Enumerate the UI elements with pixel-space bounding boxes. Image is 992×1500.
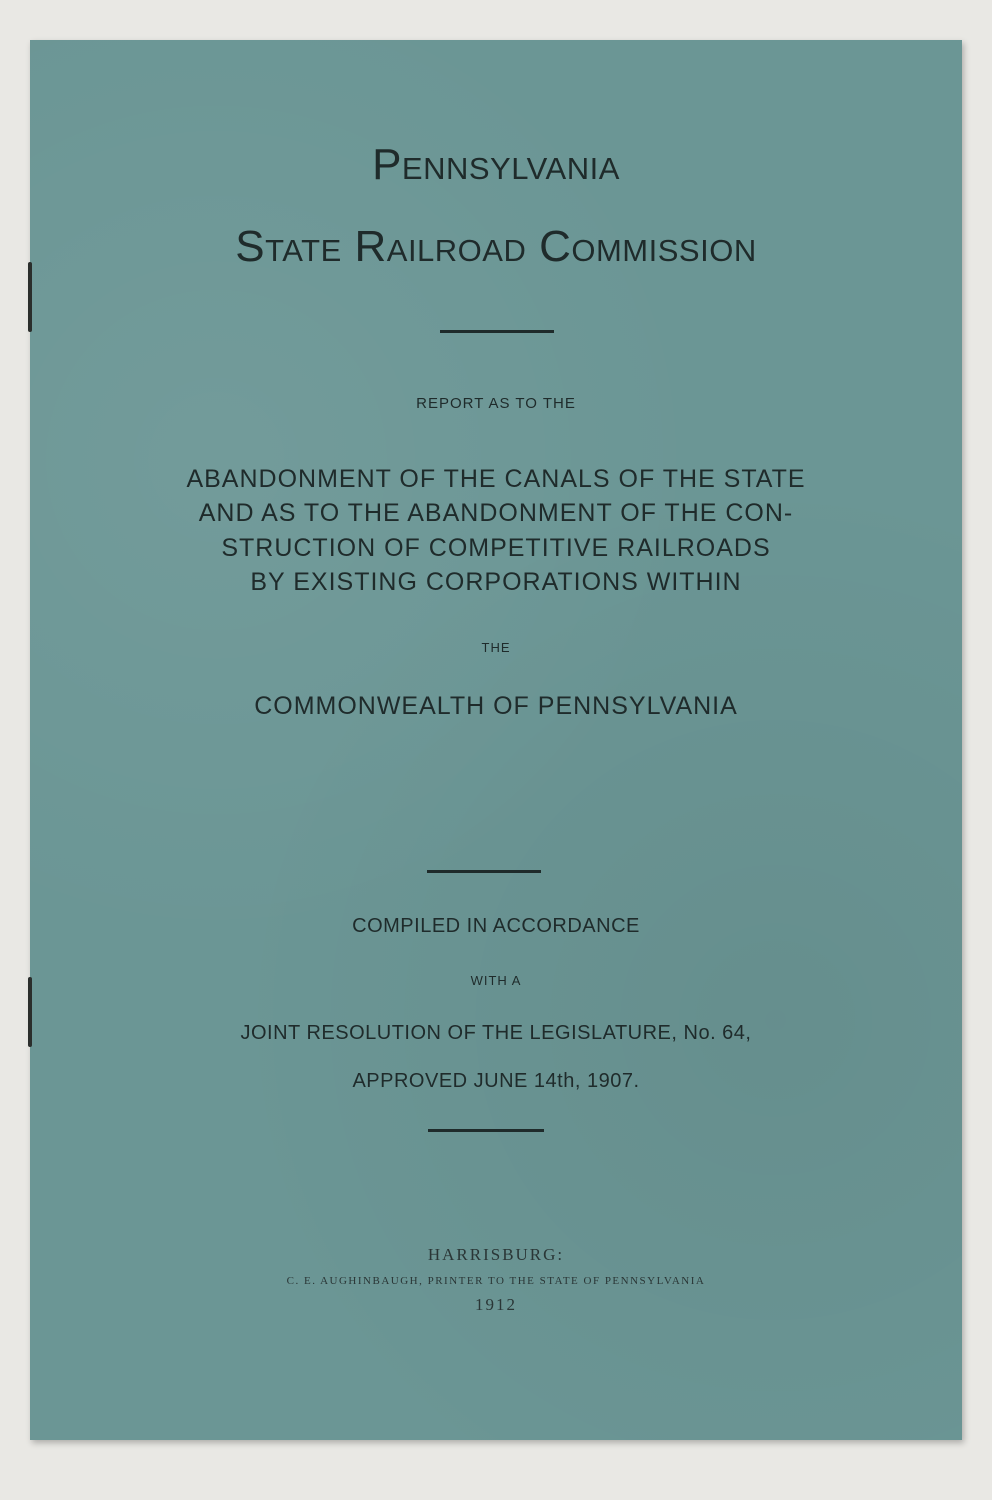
imprint-printer: C. E. AUGHINBAUGH, PRINTER TO THE STATE OF PENNSYLVANIA bbox=[286, 1275, 706, 1287]
with-a-line: WITH A bbox=[470, 973, 522, 988]
title-line-1: Pennsylvania bbox=[372, 140, 620, 189]
divider-rule-2 bbox=[427, 870, 541, 873]
resolution-line: JOINT RESOLUTION OF THE LEGISLATURE, No. 64, bbox=[240, 1022, 752, 1044]
the-label: THE bbox=[481, 640, 511, 655]
subject-line-3: STRUCTION OF COMPETITIVE RAILROADS bbox=[221, 534, 771, 562]
subject-line-1: ABANDONMENT OF THE CANALS OF THE STATE bbox=[186, 465, 806, 493]
compiled-line: COMPILED IN ACCORDANCE bbox=[352, 915, 640, 937]
subject-line-2: AND AS TO THE ABANDONMENT OF THE CON- bbox=[198, 499, 794, 527]
divider-rule-3 bbox=[428, 1129, 544, 1132]
report-intro: REPORT AS TO THE bbox=[416, 395, 576, 412]
imprint-city: HARRISBURG: bbox=[427, 1245, 565, 1264]
commonwealth-line: COMMONWEALTH OF PENNSYLVANIA bbox=[254, 692, 738, 720]
title-line-2: State Railroad Commission bbox=[235, 222, 757, 271]
imprint-year: 1912 bbox=[475, 1295, 517, 1314]
approved-line: APPROVED JUNE 14th, 1907. bbox=[352, 1070, 640, 1092]
divider-rule-1 bbox=[440, 330, 554, 333]
subject-line-4: BY EXISTING CORPORATIONS WITHIN bbox=[250, 568, 742, 596]
staple-top bbox=[28, 262, 32, 332]
report-cover bbox=[30, 40, 962, 1440]
